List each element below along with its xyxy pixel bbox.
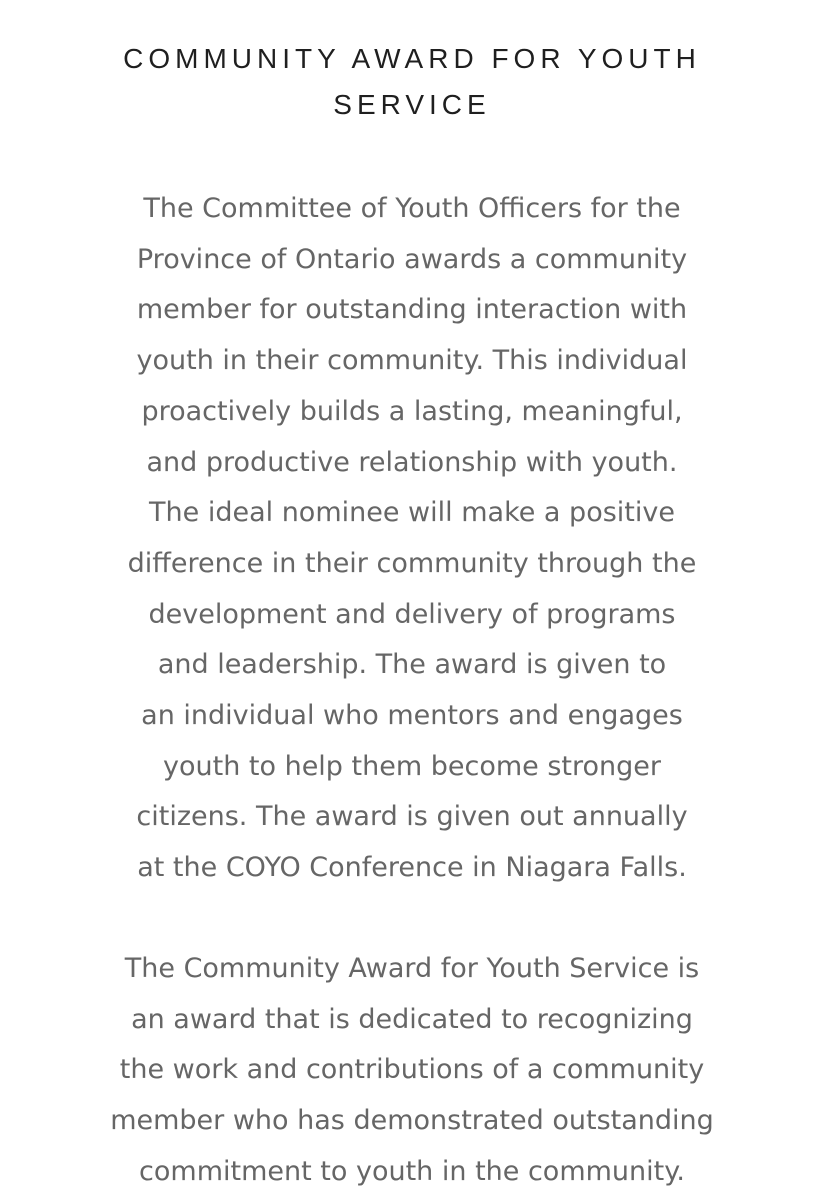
paragraph-line: development and delivery of programs bbox=[148, 598, 676, 630]
paragraph-line: citizens. The award is given out annually bbox=[136, 801, 688, 833]
paragraph-line: an award that is dedicated to recognizing bbox=[131, 1003, 693, 1035]
paragraph-line: The Committee of Youth Officers for the bbox=[143, 193, 681, 224]
paragraph-line: commitment to youth in the community. bbox=[139, 1155, 685, 1187]
title-line: COMMUNITY AWARD FOR YOUTH bbox=[123, 43, 701, 74]
paragraph-line: the work and contributions of a community bbox=[119, 1054, 705, 1086]
paragraph-line: member for outstanding interaction with bbox=[136, 294, 688, 326]
page-title bbox=[40, 36, 784, 128]
dedication-paragraph bbox=[40, 944, 784, 1198]
description-paragraph bbox=[40, 184, 784, 894]
paragraph-line: youth to help them become stronger bbox=[163, 750, 661, 782]
paragraph-line: and leadership. The award is given to bbox=[157, 649, 667, 681]
paragraph-line: proactively builds a lasting, meaningful, bbox=[141, 395, 683, 427]
paragraph-line: The ideal nominee will make a positive bbox=[149, 497, 675, 529]
paragraph-line: Province of Ontario awards a community bbox=[136, 243, 688, 275]
paragraph-line: difference in their community through the bbox=[127, 547, 697, 579]
paragraph-line: youth in their community. This individual bbox=[136, 345, 688, 377]
title-line: SERVICE bbox=[333, 89, 491, 120]
paragraph-line: an individual who mentors and engages bbox=[141, 700, 683, 732]
paragraph-line: member who has demonstrated outstanding bbox=[110, 1104, 714, 1136]
paragraph-line: and productive relationship with youth. bbox=[146, 446, 678, 478]
paragraph-line: at the COYO Conference in Niagara Falls. bbox=[137, 852, 687, 884]
paragraph-line: The Community Award for Youth Service is bbox=[124, 952, 700, 984]
